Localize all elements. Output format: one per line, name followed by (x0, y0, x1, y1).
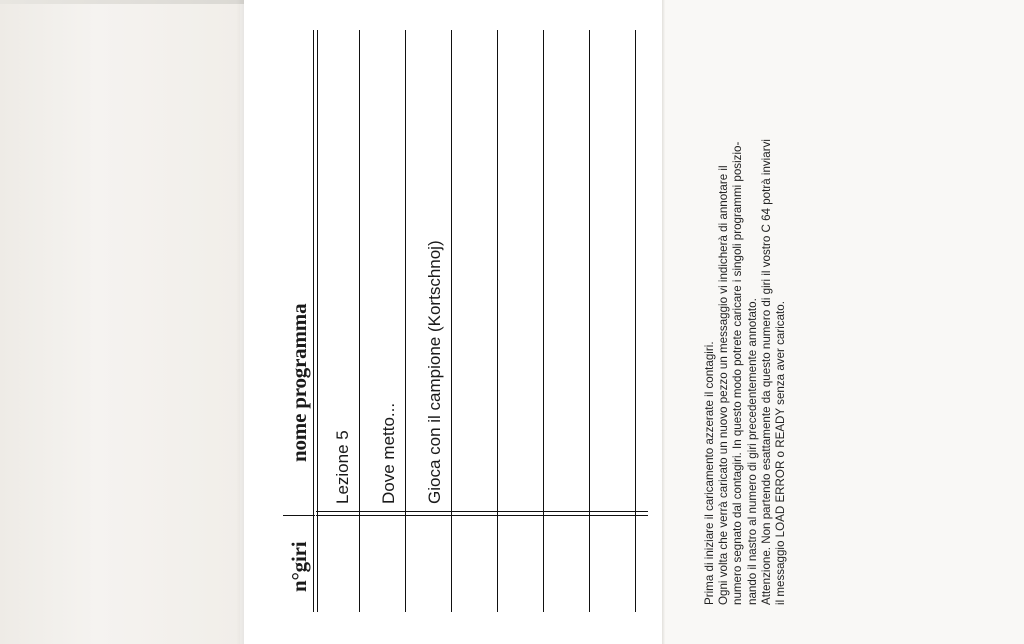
row-rule (543, 30, 544, 612)
header-column-divider (283, 515, 315, 516)
program-table (279, 30, 651, 612)
instruction-line: nando il nastro al numero di giri precedentemente annotato. (745, 298, 759, 605)
program-name-row: Gioca con il campione (Kortschnoj) (425, 240, 444, 504)
instruction-line: numero segnato dal contagiri. In questo modo potrete caricare i singoli programmi posizio- (731, 141, 745, 605)
header-rule (313, 30, 314, 612)
background-left (0, 0, 240, 644)
instruction-line: Ogni volta che verrà caricato un nuovo pezzo un messaggio vi indicherà di annotare il (717, 165, 731, 605)
program-name-row: Lezione 5 (333, 430, 352, 504)
program-name-row: Dove metto... (379, 402, 398, 504)
row-rule (451, 30, 452, 612)
row-rule (405, 30, 406, 612)
row-rule (589, 30, 590, 612)
loading-instructions (703, 25, 788, 605)
card-shadow (236, 0, 244, 644)
row-rule (497, 30, 498, 612)
instruction-line: il messaggio LOAD ERROR o READY senza aver caricato. (774, 301, 788, 605)
instruction-line: Attenzione. Non partendo esattamente da questo numero di giri il vostro C 64 potrà inviarvi (759, 139, 773, 605)
instruction-line: Prima di iniziare il caricamento azzerate il contagiri. (703, 341, 716, 605)
column-header-program-name: nome programma (287, 303, 311, 462)
column-header-turns: n°giri (287, 541, 311, 592)
row-rule (359, 30, 360, 612)
row-rule (635, 30, 636, 612)
column-divider (316, 515, 648, 516)
